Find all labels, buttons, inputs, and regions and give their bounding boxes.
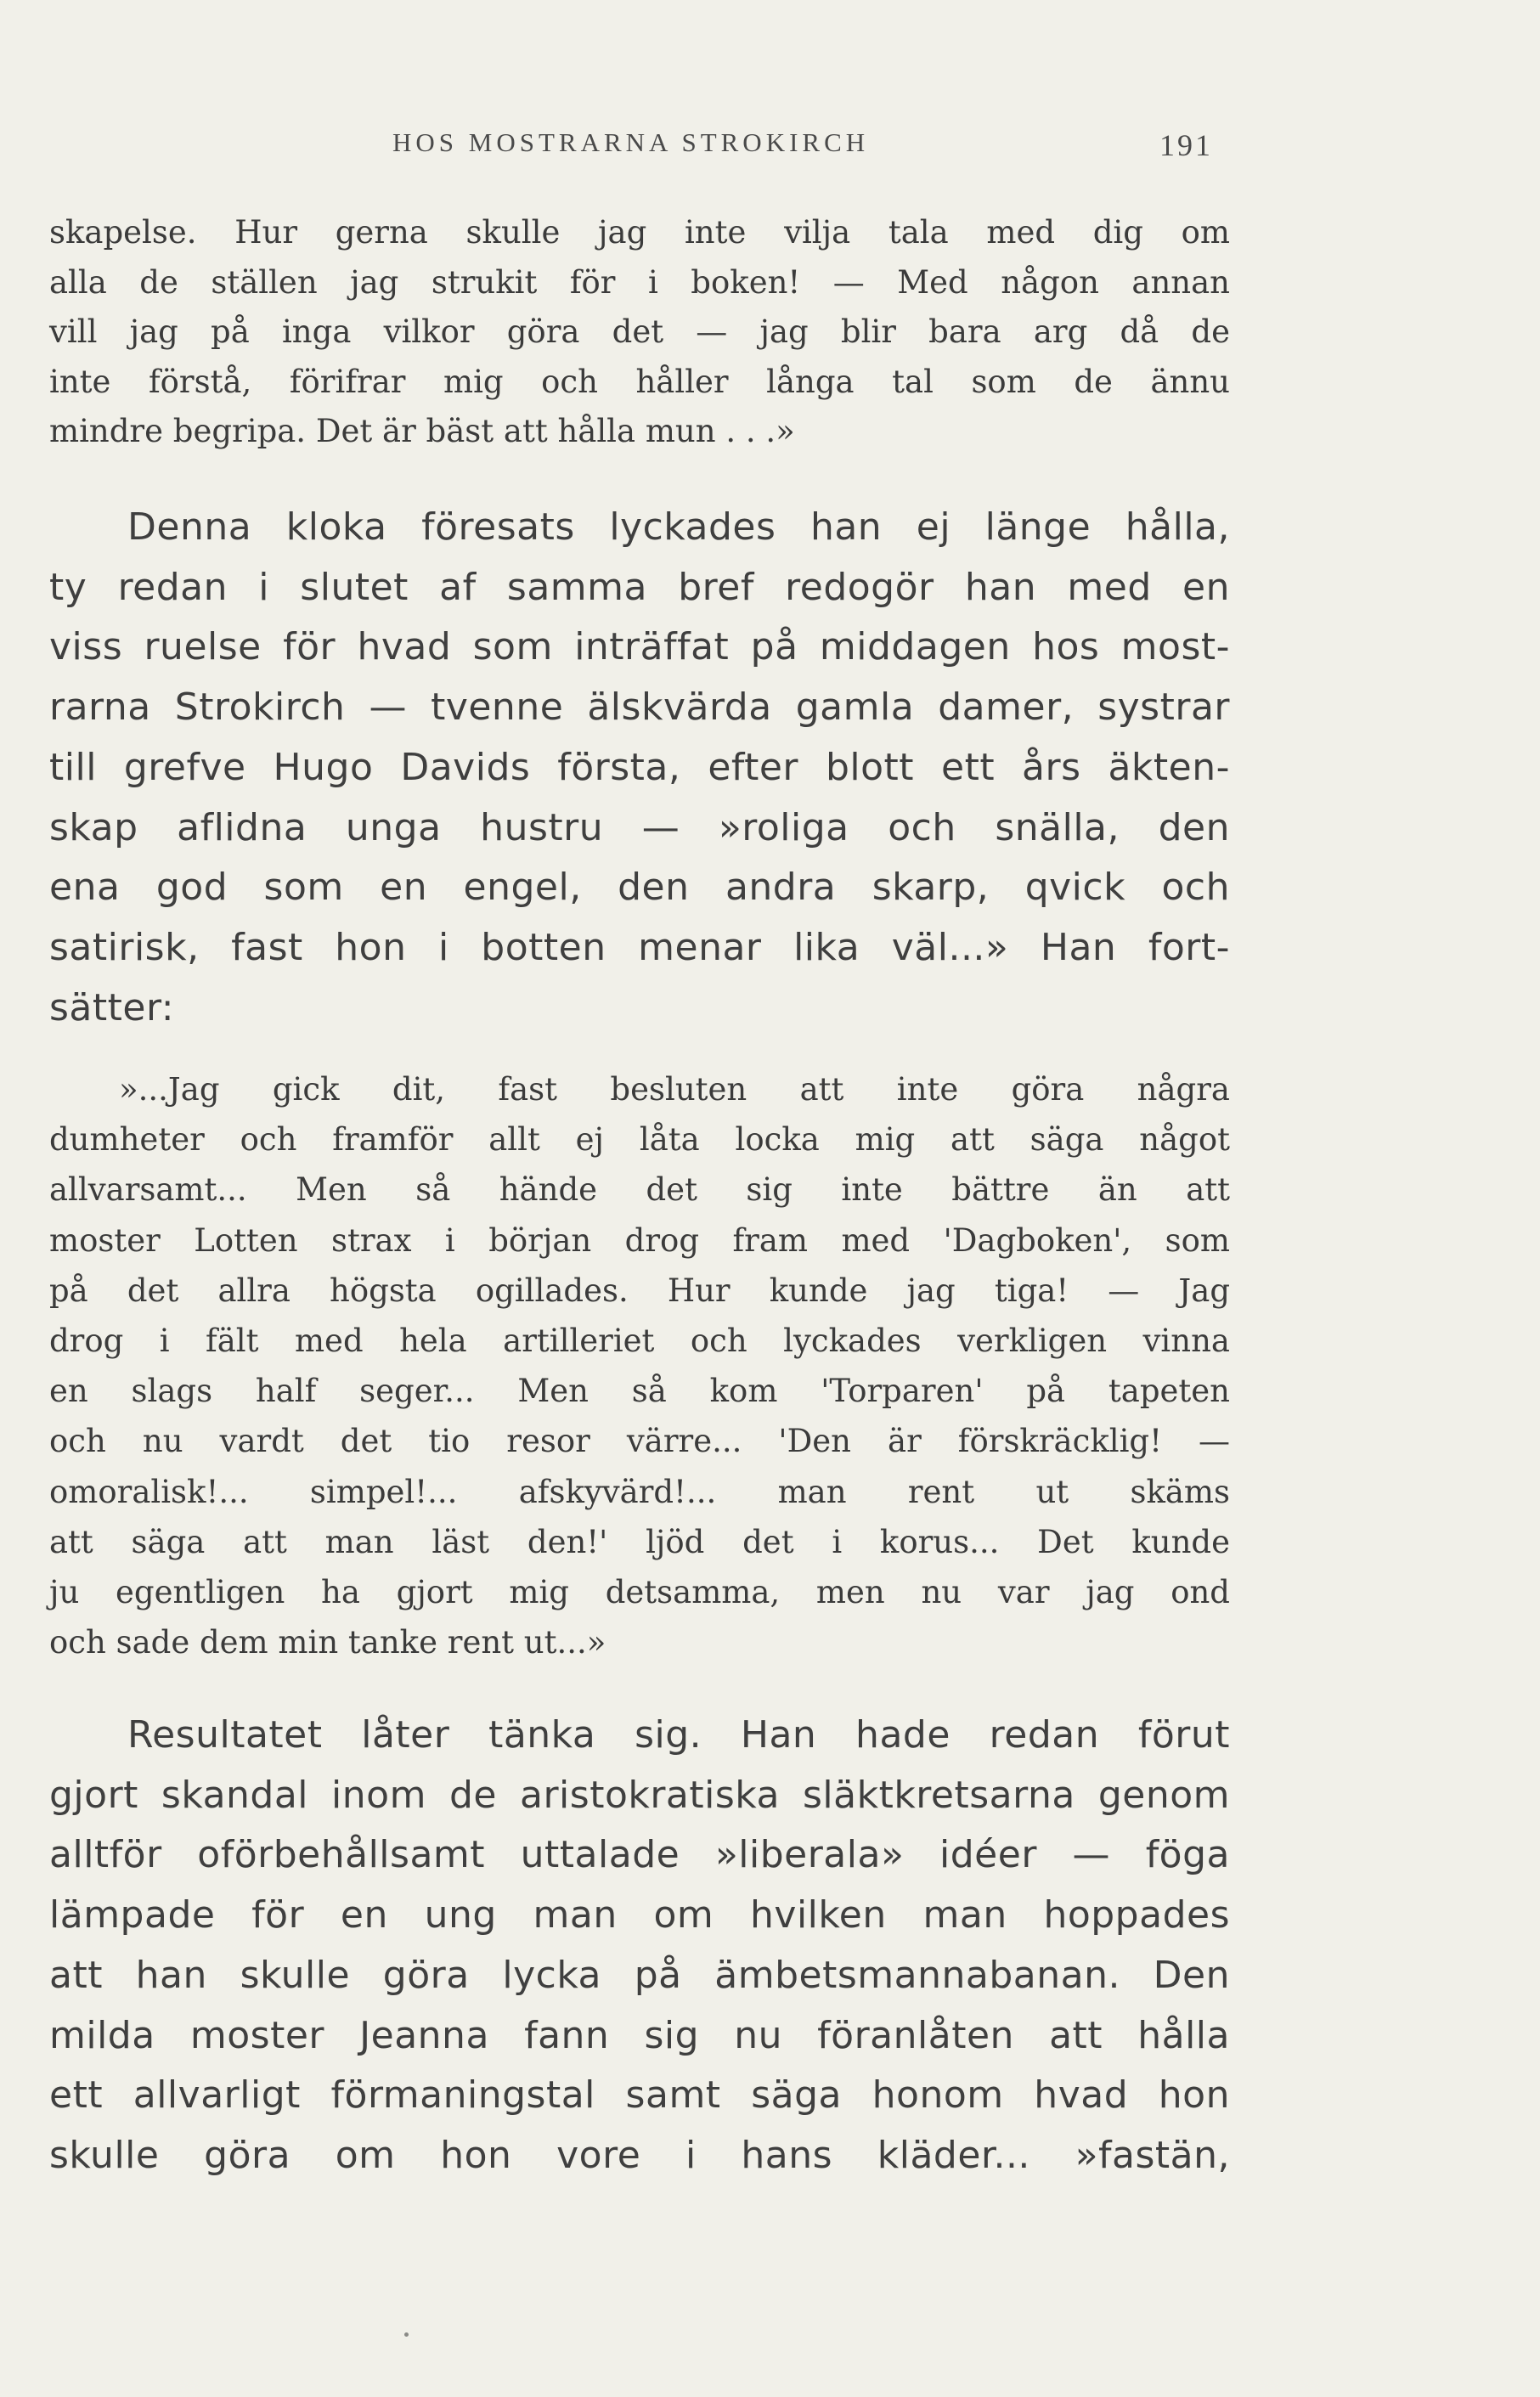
- text-line: alltför oförbehållsamt uttalade »liberala» idéer — föga: [49, 1833, 1230, 1877]
- text-line: dumheter och framför allt ej låta locka mig att säga något: [49, 1121, 1230, 1159]
- text-line: allvarsamt... Men så hände det sig inte bättre än att: [49, 1171, 1230, 1209]
- text-line: mindre begripa. Det är bäst att hålla mun . . .»: [49, 413, 795, 449]
- page-number: 191: [1159, 128, 1213, 162]
- text-line: att säga att man läst den!' ljöd det i korus... Det kunde: [49, 1523, 1230, 1560]
- text-line: moster Lotten strax i början drog fram med 'Dagboken', som: [49, 1221, 1230, 1259]
- page-header: [0, 127, 1540, 161]
- page-speck: [404, 2332, 409, 2337]
- paragraph-letter-excerpt: [49, 208, 1230, 457]
- paragraph-narrative-2: [49, 1706, 1230, 2186]
- text-line: och nu vardt det tio resor värre... 'Den är förskräcklig! —: [49, 1423, 1230, 1460]
- paragraph-quoted-letter: [49, 1064, 1230, 1667]
- text-line: ett allvarligt förmaningstal samt säga honom hvad hon: [49, 2073, 1230, 2118]
- text-line: Denna kloka föresats lyckades han ej länge hålla,: [127, 505, 1230, 549]
- text-line: sätter:: [49, 985, 175, 1029]
- text-line: på det allra högsta ogillades. Hur kunde jag tiga! — Jag: [49, 1272, 1230, 1309]
- text-line: »...Jag gick dit, fast besluten att inte göra några: [119, 1071, 1230, 1108]
- text-line: ena god som en engel, den andra skarp, qvick och: [49, 866, 1230, 910]
- text-line: att han skulle göra lycka på ämbetsmannabanan. Den: [49, 1953, 1230, 1997]
- text-line: inte förstå, förifrar mig och håller långa tal som de ännu: [49, 363, 1230, 400]
- text-line: satirisk, fast hon i botten menar lika väl...» Han fort-: [49, 925, 1230, 969]
- text-line: och sade dem min tanke rent ut...»: [49, 1624, 606, 1661]
- text-line: lämpade för en ung man om hvilken man hoppades: [49, 1893, 1230, 1937]
- text-line: rarna Strokirch — tvenne älskvärda gamla damer, systrar: [49, 685, 1230, 730]
- text-line: skapelse. Hur gerna skulle jag inte vilja tala med dig om: [49, 214, 1230, 251]
- paragraph-narrative: [49, 498, 1230, 1038]
- text-line: Resultatet låter tänka sig. Han hade redan förut: [127, 1713, 1230, 1757]
- text-line: en slags half seger... Men så kom 'Torparen' på tapeten: [49, 1373, 1230, 1410]
- text-line: omoralisk!... simpel!... afskyvärd!... man rent ut skäms: [49, 1473, 1230, 1510]
- text-line: till grefve Hugo Davids första, efter blott ett års äkten-: [49, 745, 1230, 789]
- text-line: ju egentligen ha gjort mig detsamma, men nu var jag ond: [49, 1574, 1230, 1611]
- text-line: ty redan i slutet af samma bref redogör han med en: [49, 565, 1230, 609]
- text-line: alla de ställen jag strukit för i boken! — Med någon annan: [49, 263, 1230, 301]
- text-line: viss ruelse för hvad som inträffat på middagen hos most-: [49, 625, 1230, 669]
- text-line: gjort skandal inom de aristokratiska släktkretsarna genom: [49, 1773, 1230, 1817]
- running-head: HOS MOSTRARNA STROKIRCH: [392, 127, 870, 157]
- text-line: skulle göra om hon vore i hans kläder... »fastän,: [49, 2133, 1230, 2177]
- text-line: milda moster Jeanna fann sig nu föranlåten att hålla: [49, 2013, 1230, 2057]
- text-line: drog i fält med hela artilleriet och lyckades verkligen vinna: [49, 1323, 1230, 1360]
- text-line: vill jag på inga vilkor göra det — jag blir bara arg då de: [49, 313, 1230, 350]
- text-line: skap aflidna unga hustru — »roliga och snälla, den: [49, 805, 1230, 849]
